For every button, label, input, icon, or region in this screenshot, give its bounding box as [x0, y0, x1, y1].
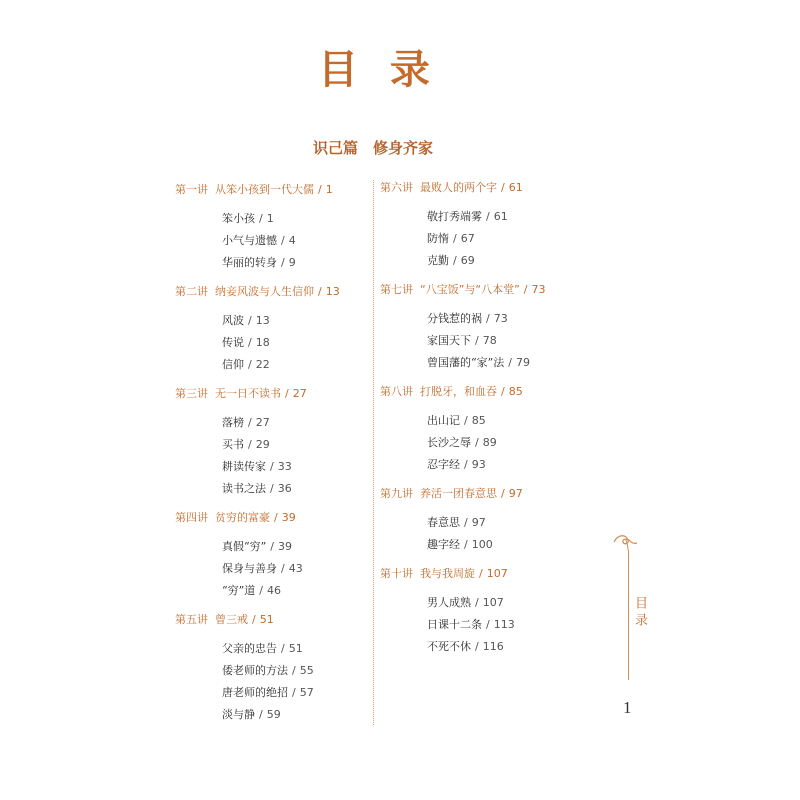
section-item: [380, 454, 600, 476]
section-page-number: 69: [460, 254, 475, 267]
section-item: [175, 456, 370, 478]
page-separator: /: [453, 254, 457, 267]
page-separator: /: [285, 387, 289, 400]
section-page-number: 29: [255, 438, 270, 451]
section-title: 出山记: [427, 414, 460, 427]
chapter-number: 第三讲: [175, 387, 208, 400]
section-title: 耕读传家: [222, 460, 266, 473]
section-page-number: 4: [288, 234, 296, 247]
section-item: [175, 580, 370, 602]
page-separator: /: [464, 458, 468, 471]
section-page-number: 107: [482, 596, 504, 609]
chapter-number: 第七讲: [380, 283, 413, 296]
section-page-number: 27: [255, 416, 270, 429]
page-separator: /: [486, 618, 490, 631]
section-title: 忍字经: [427, 458, 460, 471]
section-page-number: 33: [277, 460, 292, 473]
page-separator: /: [475, 596, 479, 609]
section-title: 日课十二条: [427, 618, 482, 631]
page-separator: /: [486, 312, 490, 325]
section-item: [175, 332, 370, 354]
page-separator: /: [464, 516, 468, 529]
section-item: [175, 478, 370, 500]
page-separator: /: [486, 210, 490, 223]
chapter-heading: [380, 563, 600, 585]
section-title: 趣字经: [427, 538, 460, 551]
page-separator: /: [475, 334, 479, 347]
chapter-page-number: 39: [281, 511, 296, 524]
section-item: [380, 410, 600, 432]
section-item: [175, 638, 370, 660]
page-separator: /: [475, 436, 479, 449]
chapter-page-number: 61: [508, 181, 523, 194]
section-item: [380, 308, 600, 330]
chapter-page-number: 97: [508, 487, 523, 500]
chapter-heading: [380, 177, 600, 199]
section-title: 笨小孩: [222, 212, 255, 225]
page-separator: /: [270, 460, 274, 473]
chapter: [380, 177, 600, 272]
chapter-heading: [175, 507, 370, 529]
section-item: [380, 534, 600, 556]
chapter-number: 第九讲: [380, 487, 413, 500]
section-title: 传说: [222, 336, 244, 349]
chapter: [175, 383, 370, 500]
side-rule: [628, 550, 629, 680]
section-page-number: 46: [266, 584, 281, 597]
page-separator: /: [508, 356, 512, 369]
section-item: [175, 412, 370, 434]
chapter-heading: [380, 279, 600, 301]
section-item: [380, 636, 600, 658]
section-item: [380, 206, 600, 228]
section-title: 父亲的忠告: [222, 642, 277, 655]
section-title: 男人成熟: [427, 596, 471, 609]
page-number: 1: [623, 698, 632, 717]
page-separator: /: [523, 283, 528, 296]
section-item: [175, 208, 370, 230]
page-separator: /: [252, 613, 256, 626]
page-separator: /: [318, 285, 322, 298]
section-title: 春意思: [427, 516, 460, 529]
section-title: 防惰: [427, 232, 449, 245]
section-page-number: 13: [255, 314, 270, 327]
section-title: 读书之法: [222, 482, 266, 495]
section-item: [175, 310, 370, 332]
section-page-number: 78: [482, 334, 497, 347]
section-page-number: 22: [255, 358, 270, 371]
chapter-heading: [380, 483, 600, 505]
section-page-number: 97: [471, 516, 486, 529]
leaf-swirl-icon: [612, 530, 638, 550]
chapter-number: 第六讲: [380, 181, 413, 194]
section-item: [175, 660, 370, 682]
chapter: [175, 281, 370, 376]
chapter-page-number: 73: [531, 283, 546, 296]
page-separator: /: [270, 540, 274, 553]
page-separator: /: [501, 385, 505, 398]
section-item: [175, 682, 370, 704]
section-item: [380, 512, 600, 534]
section-title: 分钱惹的祸: [427, 312, 482, 325]
chapter-page-number: 27: [292, 387, 307, 400]
section-item: [175, 434, 370, 456]
chapter: [380, 279, 600, 374]
chapter: [380, 563, 600, 658]
section-item: [380, 432, 600, 454]
side-section-label: 目录: [632, 596, 647, 630]
section-page-number: 36: [277, 482, 292, 495]
section-title: 曾国藩的“家”法: [427, 356, 505, 369]
page-separator: /: [259, 584, 263, 597]
page-separator: /: [464, 414, 468, 427]
section-page-number: 57: [299, 686, 314, 699]
page-separator: /: [281, 234, 285, 247]
chapter: [175, 609, 370, 726]
page-separator: /: [475, 640, 479, 653]
section-page-number: 67: [460, 232, 475, 245]
chapter-number: 第十讲: [380, 567, 413, 580]
section-page-number: 79: [515, 356, 530, 369]
page-separator: /: [274, 511, 278, 524]
section-title: 克勤: [427, 254, 449, 267]
page-separator: /: [281, 256, 285, 269]
section-title: 唐老师的绝招: [222, 686, 288, 699]
section-item: [380, 592, 600, 614]
chapter: [380, 483, 600, 556]
page-separator: /: [501, 487, 505, 500]
chapter-heading: [175, 609, 370, 631]
chapter-title: 无一日不读书: [215, 387, 281, 400]
page-separator: /: [479, 567, 483, 580]
chapter-page-number: 51: [259, 613, 274, 626]
chapter-heading: [175, 383, 370, 405]
section-page-number: 100: [471, 538, 493, 551]
section-title: 买书: [222, 438, 244, 451]
page-separator: /: [248, 438, 252, 451]
section-title: 敬打秀端雾: [427, 210, 482, 223]
section-title: 倭老师的方法: [222, 664, 288, 677]
chapter-number: 第五讲: [175, 613, 208, 626]
section-item: [380, 614, 600, 636]
chapter-title: 纳妾风波与人生信仰: [215, 285, 314, 298]
section-page-number: 59: [266, 708, 281, 721]
section-title: 长沙之辱: [427, 436, 471, 449]
section-title: 信仰: [222, 358, 244, 371]
section-page-number: 43: [288, 562, 303, 575]
chapter-page-number: 13: [325, 285, 340, 298]
section-page-number: 116: [482, 640, 504, 653]
column-divider: [373, 180, 374, 725]
chapter-number: 第四讲: [175, 511, 208, 524]
section-item: [175, 252, 370, 274]
chapter-title: 贫穷的富豪: [215, 511, 270, 524]
chapter-title: “八宝饭”与“八本堂”: [420, 283, 520, 296]
section-page-number: 39: [277, 540, 292, 553]
section-item: [380, 228, 600, 250]
chapter-heading: [175, 281, 370, 303]
chapter-page-number: 107: [486, 567, 508, 580]
section-title: 保身与善身: [222, 562, 277, 575]
chapter-title: 养活一团春意思: [420, 487, 497, 500]
page-separator: /: [248, 416, 252, 429]
chapter: [380, 381, 600, 476]
page-title: 目 录: [318, 46, 439, 93]
section-item: [175, 230, 370, 252]
chapter-heading: [175, 179, 370, 201]
section-page-number: 9: [288, 256, 296, 269]
section-page-number: 18: [255, 336, 270, 349]
page-separator: /: [270, 482, 274, 495]
section-page-number: 93: [471, 458, 486, 471]
section-page-number: 89: [482, 436, 497, 449]
section-title: 风波: [222, 314, 244, 327]
chapter-number: 第八讲: [380, 385, 413, 398]
page-separator: /: [259, 212, 263, 225]
page-separator: /: [281, 642, 285, 655]
chapter-title: 最败人的两个字: [420, 181, 497, 194]
section-title: 华丽的转身: [222, 256, 277, 269]
page-separator: /: [464, 538, 468, 551]
chapter-heading: [380, 381, 600, 403]
section-title: 家国天下: [427, 334, 471, 347]
section-item: [380, 250, 600, 272]
chapter-title: 从笨小孩到一代大儒: [215, 183, 314, 196]
page-separator: /: [318, 183, 322, 196]
page-separator: /: [292, 664, 296, 677]
section-page-number: 61: [493, 210, 508, 223]
page-separator: /: [292, 686, 296, 699]
chapter-title: 曾三戒: [215, 613, 248, 626]
page-separator: /: [248, 314, 252, 327]
section-title: 淡与静: [222, 708, 255, 721]
section-title: 小气与遗憾: [222, 234, 277, 247]
section-page-number: 85: [471, 414, 486, 427]
section-page-number: 1: [266, 212, 274, 225]
section-title: 落榜: [222, 416, 244, 429]
page-separator: /: [281, 562, 285, 575]
chapter-number: 第二讲: [175, 285, 208, 298]
page-separator: /: [453, 232, 457, 245]
section-title: 不死不休: [427, 640, 471, 653]
page-separator: /: [248, 358, 252, 371]
section-item: [175, 536, 370, 558]
section-title: 真假“穷”: [222, 540, 267, 553]
section-page-number: 113: [493, 618, 515, 631]
section-item: [380, 330, 600, 352]
chapter: [175, 179, 370, 274]
section-item: [175, 354, 370, 376]
toc-column: [380, 177, 600, 665]
page-separator: /: [259, 708, 263, 721]
chapter-title: 我与我周旋: [420, 567, 475, 580]
page-separator: /: [248, 336, 252, 349]
section-item: [175, 558, 370, 580]
section-item: [380, 352, 600, 374]
section-page-number: 55: [299, 664, 314, 677]
section-page-number: 51: [288, 642, 303, 655]
chapter: [175, 507, 370, 602]
chapter-page-number: 1: [325, 183, 333, 196]
part-title: 识己篇 修身齐家: [313, 139, 434, 157]
section-page-number: 73: [493, 312, 508, 325]
page-separator: /: [501, 181, 505, 194]
section-title: “穷”道: [222, 584, 256, 597]
chapter-title: 打脱牙，和血吞: [420, 385, 497, 398]
chapter-page-number: 85: [508, 385, 523, 398]
chapter-number: 第一讲: [175, 183, 208, 196]
toc-column: [175, 179, 370, 733]
section-item: [175, 704, 370, 726]
